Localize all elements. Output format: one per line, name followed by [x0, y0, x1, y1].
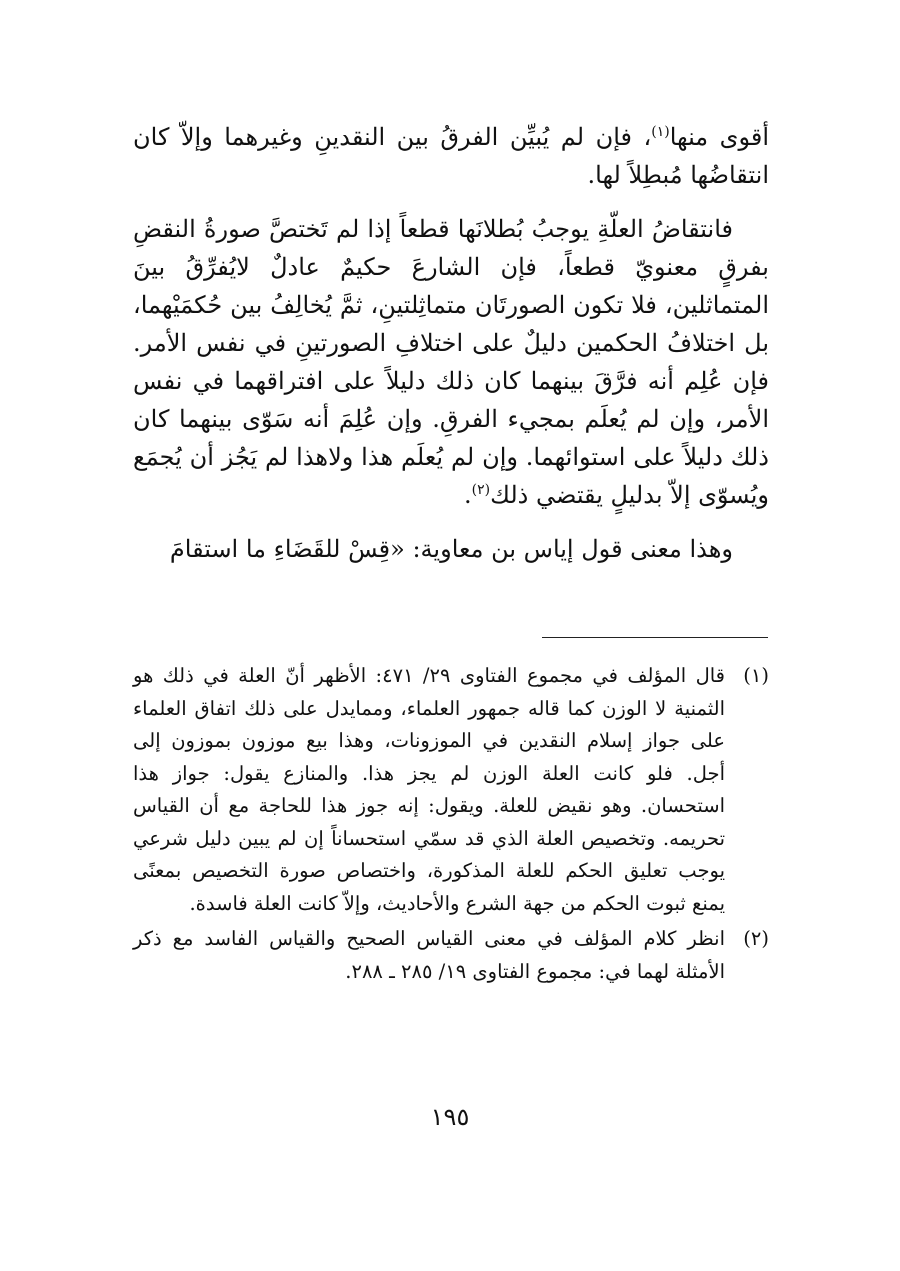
footnote-2-marker: (٢) [743, 927, 769, 950]
paragraph-1-lead: أقوى منها [669, 123, 769, 151]
paragraph-iyas-quote [133, 530, 769, 568]
footnote-2 [133, 923, 769, 988]
paragraph-3-text: وهذا معنى قول إياس بن معاوية: «قِسْ للقَضَاءِ ما استقامَ [169, 535, 733, 563]
footnote-1 [133, 660, 769, 920]
footnote-ref-1[interactable]: (١) [651, 124, 670, 140]
paragraph-2-text: فانتقاضُ العلّةِ يوجبُ بُطلانَها قطعاً إذا لم تَختصَّ صورةُ النقضِ بفرقٍ معنويّ قطعاً، فإن الشارعَ حكيمٌ عادلٌ لايُفرِّقُ بينَ المتماثلين، فلا تكون الصورتَان متماثِلتينِ، ثمَّ يُخالِفُ بين حُكمَيْهما، بل اختلافُ الحكمين دليلٌ على اختلافِ الصورتينِ في نفس الأمر. فإن عُلِم أنه فرَّقَ بينهما كان ذلك دليلاً على افتراقهما في نفس الأمر، وإن لم يُعلَم بمجيء الفرقِ. وإن عُلِمَ أنه سَوّى بينهما كان ذلك دليلاً على استوائهما. وإن لم يُعلَم هذا ولاهذا لم يَجُز أن يُجمَع ويُسوّى إلاّ بدليلٍ يقتضي ذلك [133, 215, 769, 509]
paragraph-1-rest: ، فإن لم يُبيِّن الفرقُ بين النقدينِ وغيرهما وإلاّ كان انتقاضُها مُبطِلاً لها. [133, 123, 769, 189]
footnote-ref-2[interactable]: (٢) [471, 482, 491, 498]
footnote-1-marker: (١) [743, 664, 769, 687]
paragraph-nullification [133, 210, 769, 514]
paragraph-2-end: . [464, 481, 472, 509]
footnote-2-text: انظر كلام المؤلف في معنى القياس الصحيح والقياس الفاسد مع ذكر الأمثلة لهما في: مجموع الفتاوى ١٩/ ٢٨٥ ـ ٢٨٨. [133, 927, 725, 983]
page-number: ١٩٥ [430, 1103, 470, 1131]
footnote-1-text: قال المؤلف في مجموع الفتاوى ٢٩/ ٤٧١: الأظهر أنّ العلة في ذلك هو الثمنية لا الوزن كما قاله جمهور العلماء، وممايدل على ذلك اتفاق العلماء على جواز إسلام النقدين في الموزونات، وهذا بيع موزون بموزون إلى أجل. فلو كانت العلة الوزن لم يجز هذا. والمنازع يقول: جواز هذا استحسان. وهو نقيض للعلة. ويقول: إنه جوز هذا للحاجة مع أن القياس تحريمه. وتخصيص العلة الذي قد سمّي استحساناً إن لم يبين دليل شرعي يوجب تعليق الحكم للعلة المذكورة، واختصاص صورة التخصيص بمعنًى يمنع ثبوت الحكم من جهة الشرع والأحاديث، وإلاّ كانت العلة فاسدة. [133, 664, 725, 915]
footnotes [133, 660, 769, 991]
main-text [133, 118, 769, 568]
paragraph-continued [133, 118, 769, 194]
footnote-separator [542, 637, 768, 638]
